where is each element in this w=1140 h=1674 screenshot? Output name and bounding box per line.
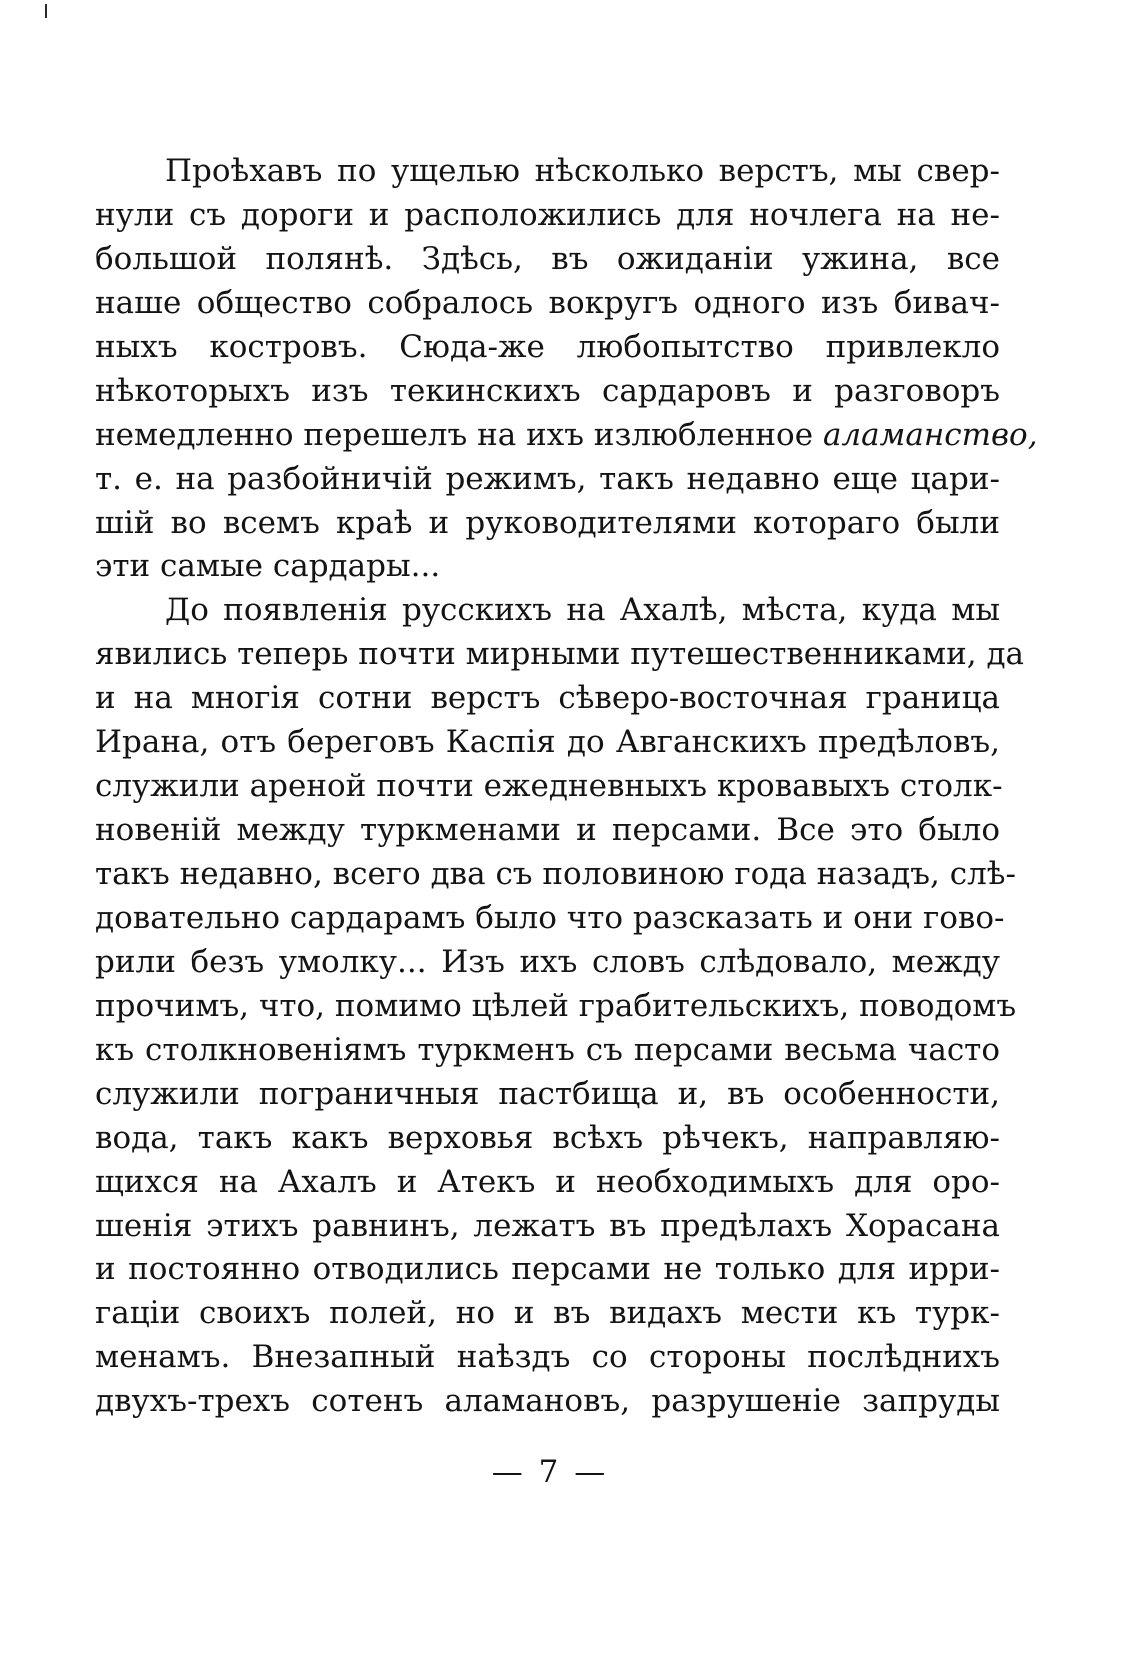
text-line-plain: немедленно перешелъ на ихъ излюбленное [95,416,814,453]
body-text [95,150,1038,1424]
text-line: двухъ-трехъ сотенъ аламановъ, разрушеніе запруды [95,1383,1000,1420]
scan-edge-mark [45,4,47,18]
text-line: къ столкновеніямъ туркменъ съ персами весьма часто [95,1031,1000,1068]
text-line: эти самые сардары... [95,548,441,585]
italic-term: аламанство, [822,416,1038,453]
text-line: и на многія сотни верстъ сѣверо-восточная граница [95,680,1000,717]
text-line: гаціи своихъ полей, но и въ видахъ мести къ турк- [95,1295,1000,1332]
text-line: прочимъ, что, помимо цѣлей грабительскихъ, поводомъ [95,987,1017,1024]
text-line: большой полянѣ. Здѣсь, въ ожиданіи ужина, все [95,240,1000,277]
text-line: новеній между туркменами и персами. Все это было [95,812,1000,849]
text-line: явились теперь почти мирными путешественниками, да [95,636,1025,673]
text-line: служили ареной почти ежедневныхъ кровавыхъ столк- [95,768,1003,805]
text-line: такъ недавно, всего два съ половиною года назадъ, слѣ- [95,856,1016,892]
text-line: До появленія русскихъ на Ахалѣ, мѣста, куда мы [165,592,1000,629]
text-line: наше общество собралось вокругъ одного изъ бивач- [95,284,1000,321]
text-line: рили безъ умолку... Изъ ихъ словъ слѣдовало, между [95,943,1000,980]
text-line [95,414,1038,458]
text-line: Ирана, отъ береговъ Каспія до Авганскихъ предѣловъ, [95,724,1000,761]
text-line: Проѣхавъ по ущелью нѣсколько верстъ, мы свер- [165,153,1000,189]
text-line: шій во всемъ краѣ и руководителями котораго были [95,504,1000,541]
text-line: довательно сардарамъ было что разсказать и они гово- [95,899,1005,936]
page-number: — 7 — [491,1454,609,1490]
text-line: шенія этихъ равнинъ, лежатъ въ предѣлахъ Хорасана [95,1207,1000,1244]
text-line: менамъ. Внезапный наѣздъ со стороны послѣднихъ [95,1339,1000,1376]
text-line: вода, такъ какъ верховья всѣхъ рѣчекъ, направляю- [95,1119,1000,1156]
text-line: и постоянно отводились персами не только для ирри- [95,1251,1000,1288]
text-line: нѣкоторыхъ изъ текинскихъ сардаровъ и разговоръ [95,372,1000,409]
text-line: щихся на Ахалъ и Атекъ и необходимыхъ для оро- [95,1163,1000,1200]
text-line: нули съ дороги и расположились для ночлега на не- [95,196,1000,233]
text-line: ныхъ костровъ. Сюда-же любопытство привлекло [95,328,1000,365]
text-line: служили пограничныя пастбища и, въ особенности, [95,1075,1000,1112]
text-line: т. е. на разбойничій режимъ, такъ недавно еще цари- [95,460,1000,497]
